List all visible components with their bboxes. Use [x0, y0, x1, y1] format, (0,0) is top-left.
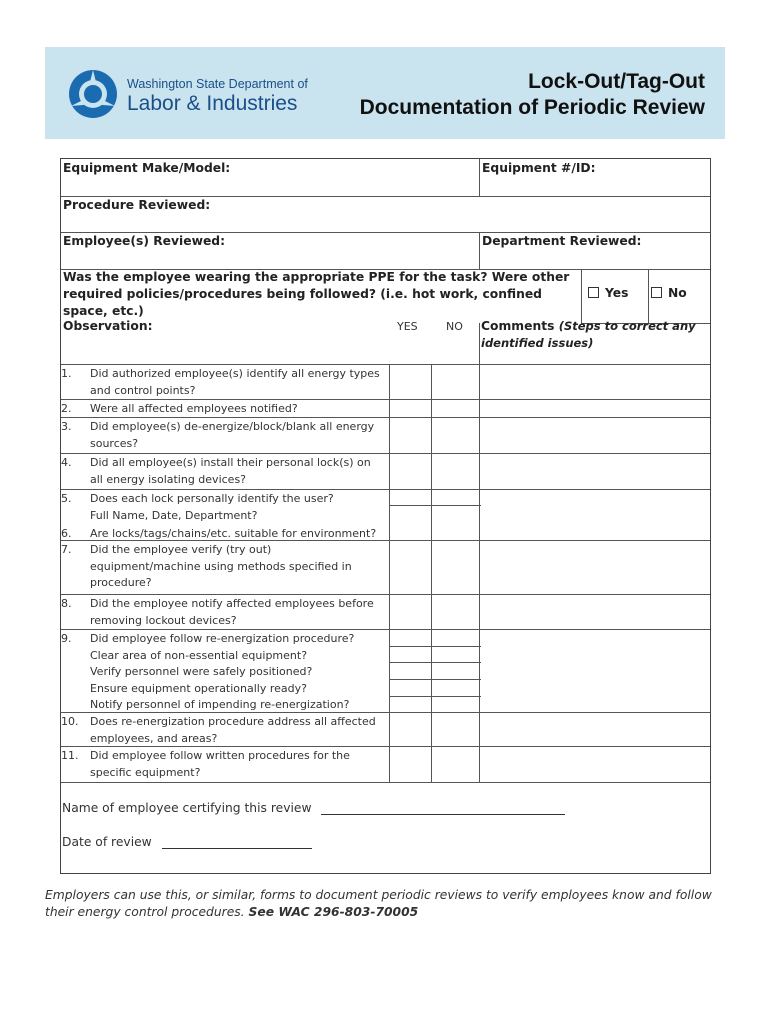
- observation-item-text: equipment/machine using methods specified in: [90, 559, 352, 573]
- comments-header: [481, 318, 709, 352]
- agency-name: [127, 77, 308, 116]
- observation-item-text: Are locks/tags/chains/etc. suitable for environment?: [90, 527, 377, 540]
- ppe-question-line-1: Was the employee wearing the appropriate PPE for the task? Were other: [63, 270, 570, 284]
- name-certifying: [62, 800, 565, 815]
- agency-line-2: Labor & Industries: [127, 92, 298, 115]
- review-form: [60, 158, 711, 874]
- observation-item-number: 4.: [61, 456, 72, 469]
- page-title: [360, 69, 705, 121]
- ppe-no-label: No: [668, 286, 687, 300]
- comments-note-2: identified issues): [481, 336, 594, 350]
- footer-reference: See WAC 296-803-70005: [248, 905, 419, 919]
- observation-item-number: 7.: [61, 543, 72, 556]
- observation-item-text: Notify personnel of impending re-energization?: [90, 698, 350, 712]
- footer-note: [45, 887, 725, 921]
- observation-item-number: 2.: [61, 402, 72, 415]
- observation-item-text: Does re-energization procedure address all affected: [90, 715, 376, 728]
- ppe-question-line-2: required policies/procedures being followed? (i.e. hot work, confined: [63, 287, 542, 301]
- observation-item-text: Full Name, Date, Department?: [90, 508, 258, 522]
- ppe-yes-option[interactable]: [588, 285, 628, 302]
- yes-column-header: YES: [397, 320, 418, 333]
- observation-item-number: 8.: [61, 597, 72, 610]
- footer-text: Employers can use this, or similar, forms to document periodic reviews to verify employees know and follow their energy control procedures.: [45, 888, 712, 919]
- procedure-reviewed-field[interactable]: [63, 214, 708, 231]
- observation-item-number: 10.: [61, 715, 79, 728]
- equipment-id-field[interactable]: [482, 177, 708, 195]
- employees-reviewed-label: Employee(s) Reviewed:: [63, 234, 226, 248]
- observation-item-text: Clear area of non-essential equipment?: [90, 648, 308, 662]
- ppe-question-line-3: space, etc.): [63, 304, 144, 318]
- observation-item-text: Did employee(s) de-energize/block/blank all energy: [90, 420, 375, 433]
- lni-logo-icon: [67, 68, 119, 120]
- observation-item-text: removing lockout devices?: [90, 613, 237, 627]
- procedure-reviewed-label: Procedure Reviewed:: [63, 198, 211, 212]
- observation-item-text: Did the employee verify (try out): [90, 543, 272, 556]
- observation-item-number: 11.: [61, 749, 79, 762]
- observation-item-text: Did the employee notify affected employees before: [90, 597, 374, 610]
- name-certifying-line[interactable]: [321, 800, 565, 815]
- ppe-yes-checkbox[interactable]: [588, 287, 599, 298]
- no-column-header: NO: [446, 320, 463, 333]
- observation-item-number: 6.: [61, 527, 72, 540]
- agency-line-1: Washington State Department of: [127, 77, 308, 91]
- observation-item-text: employees, and areas?: [90, 731, 218, 745]
- header-banner: [45, 47, 725, 139]
- observation-item-text: Did employee follow re-energization procedure?: [90, 632, 355, 645]
- date-of-review: [62, 834, 312, 849]
- ppe-question: [63, 269, 578, 320]
- observation-item-number: 3.: [61, 420, 72, 433]
- department-reviewed-label: Department Reviewed:: [482, 234, 642, 248]
- observation-item-text: Were all affected employees notified?: [90, 402, 298, 415]
- comments-note-1: (Steps to correct any: [558, 319, 696, 333]
- observation-item-text: Did employee follow written procedures for the: [90, 749, 350, 762]
- observation-item-text: sources?: [90, 436, 139, 450]
- equipment-make-model-field[interactable]: [63, 177, 477, 195]
- name-certifying-label: Name of employee certifying this review: [62, 801, 312, 815]
- ppe-yes-label: Yes: [605, 286, 629, 300]
- equipment-make-model-label: Equipment Make/Model:: [63, 161, 231, 175]
- department-reviewed-field[interactable]: [482, 250, 708, 268]
- observation-item-text: procedure?: [90, 576, 152, 590]
- observation-item-text: Ensure equipment operationally ready?: [90, 681, 307, 695]
- ppe-no-checkbox[interactable]: [651, 287, 662, 298]
- observation-item-text: specific equipment?: [90, 765, 201, 779]
- observation-item-text: Did authorized employee(s) identify all energy types: [90, 367, 380, 380]
- observation-item-text: Does each lock personally identify the user?: [90, 492, 334, 505]
- observation-item-number: 5.: [61, 492, 72, 505]
- title-line-1: Lock-Out/Tag-Out: [528, 70, 705, 93]
- comments-title: Comments: [481, 319, 555, 333]
- observation-item-number: 9.: [61, 632, 72, 645]
- observation-item-text: Did all employee(s) install their personal lock(s) on: [90, 456, 371, 469]
- equipment-id-label: Equipment #/ID:: [482, 161, 596, 175]
- title-line-2: Documentation of Periodic Review: [359, 96, 705, 119]
- employees-reviewed-field[interactable]: [63, 250, 477, 268]
- observation-item-text: and control points?: [90, 383, 196, 397]
- observation-item-text: Verify personnel were safely positioned?: [90, 665, 313, 679]
- ppe-no-option[interactable]: [651, 285, 687, 302]
- observation-item-text: all energy isolating devices?: [90, 472, 247, 486]
- observation-header: Observation:: [63, 319, 153, 333]
- observation-item-number: 1.: [61, 367, 72, 380]
- date-of-review-label: Date of review: [62, 835, 152, 849]
- date-of-review-line[interactable]: [162, 834, 312, 849]
